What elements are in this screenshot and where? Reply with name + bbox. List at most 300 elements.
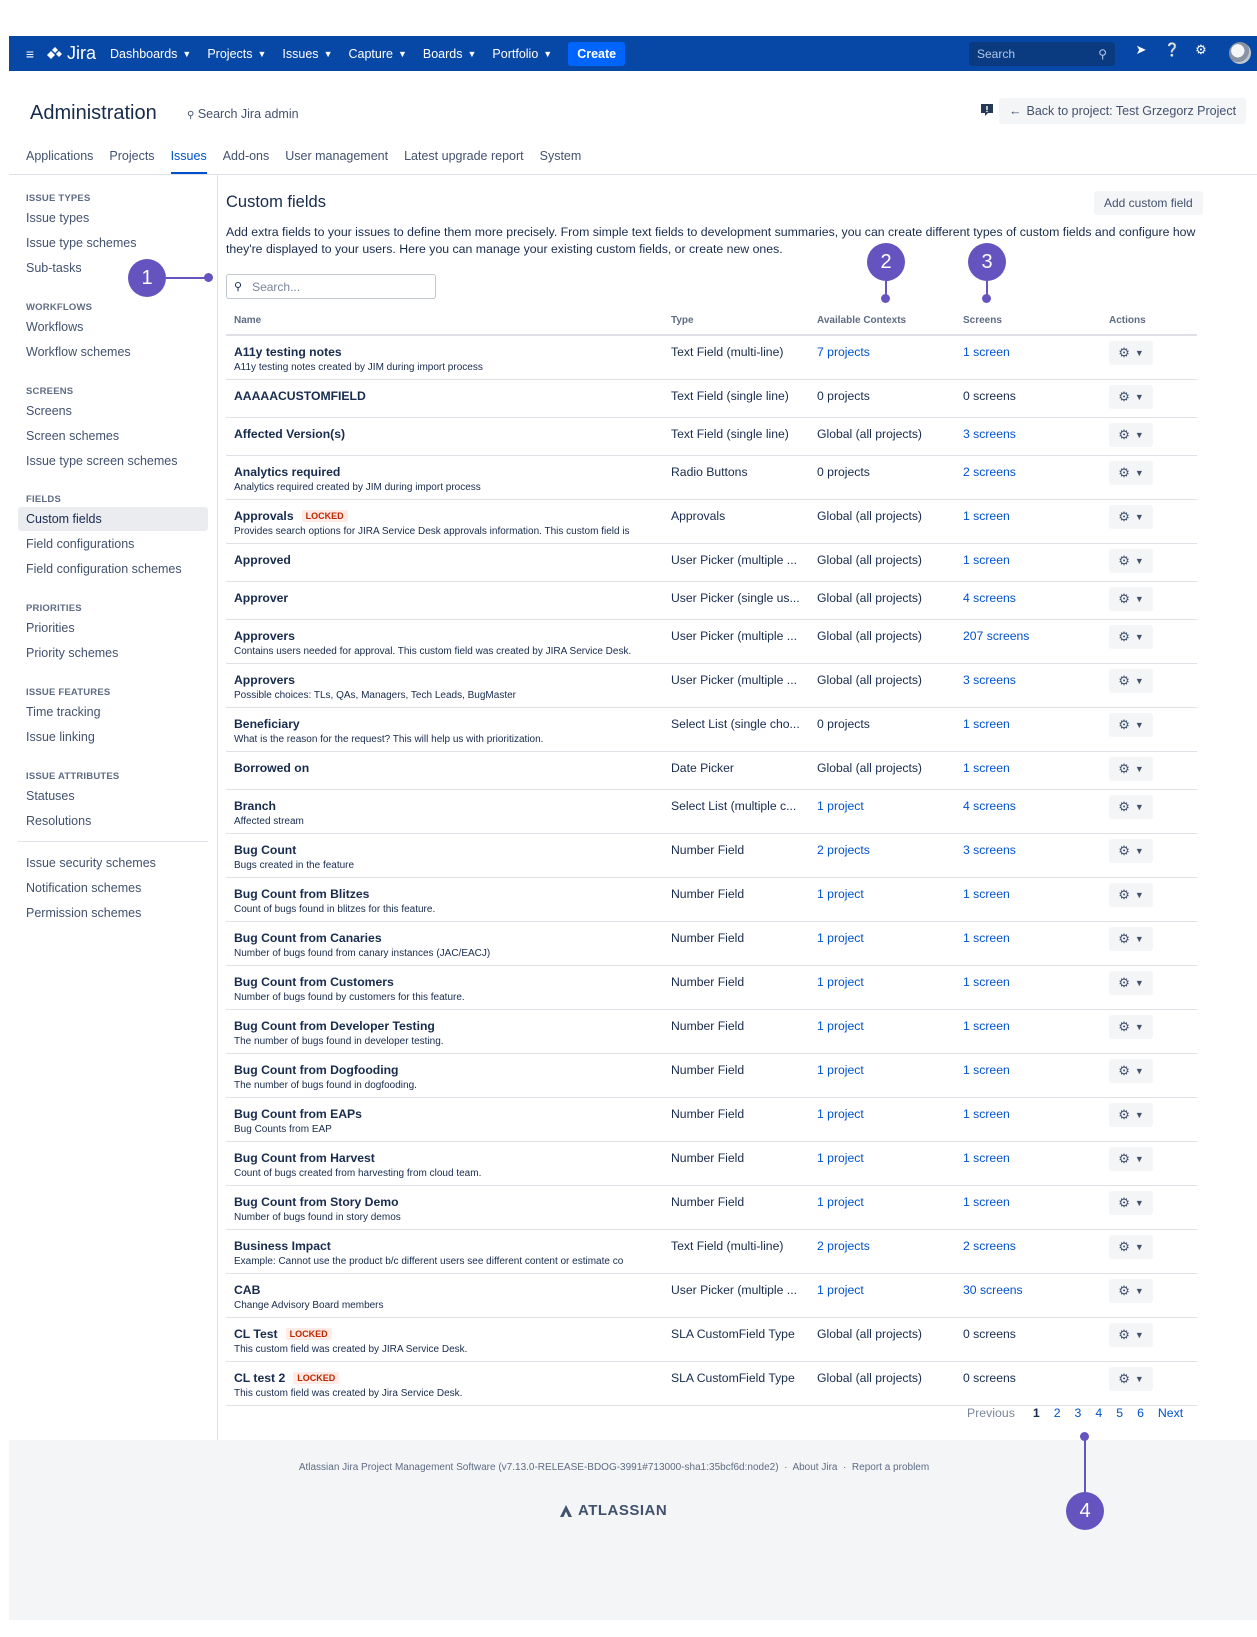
pagination-page-2[interactable]: 2 xyxy=(1053,1406,1061,1420)
screens-value[interactable]: 4 screens xyxy=(963,590,1016,605)
screens-value[interactable]: 207 screens xyxy=(963,628,1030,643)
screens-value[interactable]: 3 screens xyxy=(963,426,1016,441)
contexts-value: Global (all projects) xyxy=(817,552,922,567)
gear-icon: ⚙ xyxy=(1118,628,1130,644)
callout-3-dot xyxy=(982,294,991,303)
cell-contexts xyxy=(809,1361,955,1405)
actions-button[interactable] xyxy=(1109,713,1153,737)
chevron-down-icon: ▼ xyxy=(1134,391,1144,402)
actions-button[interactable] xyxy=(1109,839,1153,863)
chevron-down-icon: ▼ xyxy=(1134,1021,1144,1032)
feedback-icon[interactable] xyxy=(980,103,994,117)
sidebar-item-priorities[interactable]: Priorities xyxy=(26,621,75,635)
callout-1-line xyxy=(166,277,206,279)
actions-button[interactable] xyxy=(1109,757,1153,781)
nav-dashboards[interactable] xyxy=(110,47,191,61)
table-row xyxy=(226,707,1197,751)
cell-contexts xyxy=(809,789,955,833)
actions-button[interactable] xyxy=(1109,341,1153,365)
sidebar-item-priority-schemes[interactable]: Priority schemes xyxy=(26,646,119,660)
field-type: Date Picker xyxy=(663,751,809,789)
table-row xyxy=(226,751,1197,789)
cell-contexts xyxy=(809,965,955,1009)
nav-projects[interactable] xyxy=(207,47,266,61)
field-description: Number of bugs found from canary instances (JAC/EACJ) xyxy=(234,947,491,959)
sidebar-item-time-tracking[interactable]: Time tracking xyxy=(26,705,101,719)
actions-button[interactable] xyxy=(1109,587,1153,611)
contexts-value[interactable]: 1 project xyxy=(817,1106,864,1121)
field-name: Approvals xyxy=(234,508,294,523)
actions-button[interactable] xyxy=(1109,883,1153,907)
sidebar-item-issue-types[interactable]: Issue types xyxy=(26,211,90,225)
actions-button[interactable] xyxy=(1109,423,1153,447)
cell-actions xyxy=(1101,455,1197,499)
table-row xyxy=(226,543,1197,581)
actions-button[interactable] xyxy=(1109,1191,1153,1215)
cell-name xyxy=(226,1317,663,1361)
sidebar-item-resolutions[interactable]: Resolutions xyxy=(26,814,92,828)
field-name: Approvers xyxy=(234,628,295,643)
field-type: Text Field (single line) xyxy=(663,417,809,455)
actions-button[interactable] xyxy=(1109,669,1153,693)
contexts-value[interactable]: 1 project xyxy=(817,930,864,945)
sidebar-heading-workflows: WORKFLOWS xyxy=(26,302,93,313)
field-name: Business Impact xyxy=(234,1238,331,1253)
cell-screens xyxy=(955,581,1101,619)
contexts-value: Global (all projects) xyxy=(817,590,922,605)
nav-issues-label: Issues xyxy=(282,46,319,61)
sidebar-item-permission-schemes[interactable]: Permission schemes xyxy=(26,906,142,920)
global-search-placeholder: Search xyxy=(977,47,1016,61)
actions-button[interactable] xyxy=(1109,625,1153,649)
field-name: Bug Count from Harvest xyxy=(234,1150,375,1165)
actions-button[interactable] xyxy=(1109,971,1153,995)
gear-icon: ⚙ xyxy=(1118,1062,1130,1078)
sidebar-item-issue-security-schemes[interactable]: Issue security schemes xyxy=(26,856,156,870)
cell-actions xyxy=(1101,335,1197,379)
column-header-actions: Actions xyxy=(1101,307,1197,335)
contexts-value: Global (all projects) xyxy=(817,1370,922,1385)
screens-value[interactable]: 1 screen xyxy=(963,716,1010,731)
sidebar-item-field-configuration-schemes[interactable]: Field configuration schemes xyxy=(26,562,182,576)
sidebar-item-statuses[interactable]: Statuses xyxy=(26,789,75,803)
actions-button[interactable] xyxy=(1109,1059,1153,1083)
gear-icon: ⚙ xyxy=(1118,886,1130,902)
sidebar-heading-priorities: PRIORITIES xyxy=(26,603,82,614)
sidebar-item-issue-type-screen-schemes[interactable]: Issue type screen schemes xyxy=(26,454,178,468)
page-title: Administration xyxy=(30,102,157,124)
pagination-page-5[interactable]: 5 xyxy=(1116,1406,1124,1420)
pagination-page-4[interactable]: 4 xyxy=(1095,1406,1103,1420)
cell-contexts xyxy=(809,1185,955,1229)
gear-icon[interactable]: ⚙ xyxy=(1195,42,1207,57)
search-icon: ⚲ xyxy=(234,281,243,293)
cell-contexts xyxy=(809,1317,955,1361)
footer-about-link[interactable]: About Jira xyxy=(792,1462,838,1473)
cell-contexts xyxy=(809,833,955,877)
field-type: Number Field xyxy=(663,833,809,877)
contexts-value[interactable]: 2 projects xyxy=(817,842,870,857)
contexts-value[interactable]: 1 project xyxy=(817,1282,864,1297)
table-row xyxy=(226,335,1197,379)
chevron-down-icon: ▼ xyxy=(1134,1329,1144,1340)
cell-name xyxy=(226,1185,663,1229)
cell-actions xyxy=(1101,1097,1197,1141)
callout-2-dot xyxy=(881,294,890,303)
field-type: Text Field (multi-line) xyxy=(663,1229,809,1273)
screens-value[interactable]: 30 screens xyxy=(963,1282,1023,1297)
actions-button[interactable] xyxy=(1109,795,1153,819)
contexts-value: 0 projects xyxy=(817,388,870,403)
footer-version: Atlassian Jira Project Management Software (v7.13.0-RELEASE-BDOG-3991#713000-sha1:35bcf6d:node2) xyxy=(298,1462,779,1473)
field-name: Bug Count xyxy=(234,842,297,857)
field-type: User Picker (multiple ... xyxy=(663,663,809,707)
gear-icon: ⚙ xyxy=(1118,1370,1130,1386)
sidebar-item-screen-schemes[interactable]: Screen schemes xyxy=(26,429,120,443)
contexts-value[interactable]: 1 project xyxy=(817,1062,864,1077)
cell-name xyxy=(226,543,663,581)
jira-logo[interactable] xyxy=(45,43,96,64)
cell-screens xyxy=(955,417,1101,455)
screens-value[interactable]: 1 screen xyxy=(963,1150,1010,1165)
contexts-value: Global (all projects) xyxy=(817,672,922,687)
field-description: A11y testing notes created by JIM during import process xyxy=(234,362,483,373)
contexts-value[interactable]: 1 project xyxy=(817,974,864,989)
sidebar-heading-issue-attributes: ISSUE ATTRIBUTES xyxy=(26,771,120,782)
pagination-page-1[interactable]: 1 xyxy=(1032,1406,1040,1420)
cell-actions xyxy=(1101,417,1197,455)
back-to-project-button[interactable] xyxy=(999,98,1246,124)
gear-icon: ⚙ xyxy=(1118,930,1130,946)
table-row xyxy=(226,1185,1197,1229)
field-description: Number of bugs found by customers for this feature. xyxy=(234,991,465,1003)
field-name: CAB xyxy=(234,1282,261,1297)
screens-value[interactable]: 3 screens xyxy=(963,672,1016,687)
tab-user-management[interactable]: User management xyxy=(285,149,389,163)
gear-icon: ⚙ xyxy=(1118,508,1130,524)
field-name: AAAAACUSTOMFIELD xyxy=(234,388,366,403)
field-description: What is the reason for the request? This will help us with prioritization. xyxy=(234,733,544,745)
screens-value[interactable]: 2 screens xyxy=(963,464,1016,479)
nav-capture[interactable] xyxy=(348,47,406,61)
avatar[interactable] xyxy=(1229,42,1251,64)
field-type: Number Field xyxy=(663,1009,809,1053)
field-type: SLA CustomField Type xyxy=(663,1317,809,1361)
sidebar-item-notification-schemes[interactable]: Notification schemes xyxy=(26,881,142,895)
chevron-down-icon: ▼ xyxy=(182,48,192,59)
cell-actions xyxy=(1101,921,1197,965)
chevron-down-icon: ▼ xyxy=(1134,845,1144,856)
gear-icon: ⚙ xyxy=(1118,974,1130,990)
sidebar-heading-screens: SCREENS xyxy=(26,386,74,397)
field-name: Beneficiary xyxy=(234,716,300,731)
cell-contexts xyxy=(809,1053,955,1097)
field-type: SLA CustomField Type xyxy=(663,1361,809,1405)
table-row xyxy=(226,1317,1197,1361)
sidebar-item-sub-tasks[interactable]: Sub-tasks xyxy=(26,261,82,275)
admin-search[interactable] xyxy=(187,107,299,121)
callout-3-line xyxy=(986,281,988,295)
pagination-next[interactable]: Next xyxy=(1157,1406,1184,1420)
chevron-down-icon: ▼ xyxy=(1134,593,1144,604)
gear-icon: ⚙ xyxy=(1118,1282,1130,1298)
gear-icon: ⚙ xyxy=(1118,1326,1130,1342)
tab-issues[interactable]: Issues xyxy=(171,149,207,174)
screens-value[interactable]: 1 screen xyxy=(963,760,1010,775)
pagination-previous: Previous xyxy=(967,1406,1015,1420)
gear-icon: ⚙ xyxy=(1118,1150,1130,1166)
screens-value: 0 screens xyxy=(963,388,1016,403)
table-row xyxy=(226,417,1197,455)
sidebar-item-workflow-schemes[interactable]: Workflow schemes xyxy=(26,345,131,359)
sidebar-item-workflows[interactable]: Workflows xyxy=(26,320,84,334)
cell-actions xyxy=(1101,789,1197,833)
search-placeholder: Search... xyxy=(252,279,301,294)
table-row xyxy=(226,379,1197,417)
screens-value[interactable]: 4 screens xyxy=(963,798,1016,813)
screens-value[interactable]: 1 screen xyxy=(963,1106,1010,1121)
atlassian-logo-icon xyxy=(559,1504,573,1518)
field-name: Bug Count from EAPs xyxy=(234,1106,362,1121)
cell-screens xyxy=(955,877,1101,921)
cell-actions xyxy=(1101,1229,1197,1273)
cell-screens xyxy=(955,1141,1101,1185)
nav-issues[interactable] xyxy=(282,47,332,61)
cell-screens xyxy=(955,751,1101,789)
table-row xyxy=(226,877,1197,921)
tab-add-ons[interactable]: Add-ons xyxy=(222,149,270,163)
field-description: Example: Cannot use the product b/c different users see different content or estimate co xyxy=(234,1255,624,1267)
sidebar-item-field-configurations[interactable]: Field configurations xyxy=(26,537,135,551)
search-icon: ⚲ xyxy=(187,110,195,121)
field-name: CL Test xyxy=(234,1326,278,1341)
field-type: Number Field xyxy=(663,1053,809,1097)
cell-actions xyxy=(1101,619,1197,663)
cell-contexts xyxy=(809,1229,955,1273)
screens-value[interactable]: 2 screens xyxy=(963,1238,1016,1253)
locked-badge: LOCKED xyxy=(293,1372,339,1384)
add-custom-field-button[interactable]: Add custom field xyxy=(1094,191,1203,215)
cell-name xyxy=(226,921,663,965)
cell-screens xyxy=(955,1097,1101,1141)
cell-actions xyxy=(1101,663,1197,707)
create-button[interactable]: Create xyxy=(568,42,625,66)
cell-screens xyxy=(955,1361,1101,1405)
cell-screens xyxy=(955,707,1101,751)
screens-value[interactable]: 1 screen xyxy=(963,930,1010,945)
nav-portfolio[interactable] xyxy=(492,47,552,61)
cell-name xyxy=(226,1009,663,1053)
locked-badge: LOCKED xyxy=(286,1328,332,1340)
chevron-down-icon: ▼ xyxy=(397,48,407,59)
callout-2: 2 xyxy=(867,243,905,281)
actions-button[interactable] xyxy=(1109,385,1153,409)
contexts-value[interactable]: 1 project xyxy=(817,798,864,813)
callout-2-line xyxy=(885,281,887,295)
screens-value[interactable]: 1 screen xyxy=(963,345,1010,359)
contexts-value[interactable]: 1 project xyxy=(817,1018,864,1033)
chevron-down-icon: ▼ xyxy=(543,48,553,59)
table-row xyxy=(226,455,1197,499)
column-header-type: Type xyxy=(663,307,809,335)
cell-contexts xyxy=(809,1009,955,1053)
table-row xyxy=(226,581,1197,619)
cell-contexts xyxy=(809,1141,955,1185)
field-name: Affected Version(s) xyxy=(234,426,346,441)
cell-name xyxy=(226,499,663,543)
table-row xyxy=(226,833,1197,877)
cell-name xyxy=(226,619,663,663)
cell-screens xyxy=(955,1229,1101,1273)
callout-4-line xyxy=(1084,1437,1086,1493)
sidebar-item-screens[interactable]: Screens xyxy=(26,404,72,418)
cell-screens xyxy=(955,921,1101,965)
field-type: User Picker (single us... xyxy=(663,581,809,619)
global-search-input[interactable] xyxy=(969,42,1115,66)
cell-name xyxy=(226,379,663,417)
contexts-value[interactable]: 2 projects xyxy=(817,1238,870,1253)
contexts-value[interactable]: 1 project xyxy=(817,1194,864,1209)
field-description: Bugs created in the feature xyxy=(234,859,355,871)
chevron-down-icon: ▼ xyxy=(1134,675,1144,686)
screens-value[interactable]: 1 screen xyxy=(963,974,1010,989)
atlassian-logo-text: ATLASSIAN xyxy=(578,1502,668,1519)
cell-contexts xyxy=(809,619,955,663)
field-description: The number of bugs found in developer testing. xyxy=(234,1035,444,1047)
cell-contexts xyxy=(809,921,955,965)
pagination-page-6[interactable]: 6 xyxy=(1137,1406,1144,1420)
tab-applications[interactable]: Applications xyxy=(26,149,94,163)
chevron-down-icon: ▼ xyxy=(1134,889,1144,900)
footer-report-link[interactable]: Report a problem xyxy=(851,1462,930,1473)
field-description: This custom field was created by Jira Service Desk. xyxy=(234,1387,463,1399)
contexts-value: Global (all projects) xyxy=(817,1326,922,1341)
field-name: Approver xyxy=(234,590,289,605)
actions-button[interactable] xyxy=(1109,505,1153,529)
actions-button[interactable] xyxy=(1109,1323,1153,1347)
table-row xyxy=(226,1141,1197,1185)
sidebar-heading-issue-types: ISSUE TYPES xyxy=(26,193,91,204)
cell-actions xyxy=(1101,877,1197,921)
field-description: Provides search options for JIRA Service Desk approvals information. This custom field is xyxy=(234,525,630,537)
actions-button[interactable] xyxy=(1109,549,1153,573)
cell-name xyxy=(226,789,663,833)
gear-icon: ⚙ xyxy=(1118,1194,1130,1210)
tab-latest-upgrade-report[interactable]: Latest upgrade report xyxy=(404,149,524,163)
cell-name xyxy=(226,1141,663,1185)
cell-actions xyxy=(1101,1185,1197,1229)
nav-boards[interactable] xyxy=(423,47,477,61)
jira-logo-icon xyxy=(45,46,63,62)
contexts-value[interactable]: 1 project xyxy=(817,886,864,901)
notifications-icon[interactable]: ➤ xyxy=(1135,42,1147,57)
cell-contexts xyxy=(809,543,955,581)
actions-button[interactable] xyxy=(1109,1367,1153,1391)
screens-value[interactable]: 1 screen xyxy=(963,1018,1010,1033)
screens-value: 0 screens xyxy=(963,1326,1016,1341)
field-name: Bug Count from Canaries xyxy=(234,930,382,945)
field-type: Number Field xyxy=(663,877,809,921)
screens-value[interactable]: 1 screen xyxy=(963,552,1010,567)
sidebar-item-issue-linking[interactable]: Issue linking xyxy=(26,730,95,744)
atlassian-logo[interactable] xyxy=(559,1502,667,1519)
screens-value[interactable]: 1 screen xyxy=(963,508,1010,523)
tab-projects[interactable]: Projects xyxy=(109,149,155,163)
custom-field-search-input[interactable] xyxy=(226,274,436,299)
cell-actions xyxy=(1101,833,1197,877)
cell-contexts xyxy=(809,877,955,921)
chevron-down-icon: ▼ xyxy=(467,48,477,59)
actions-button[interactable] xyxy=(1109,461,1153,485)
cell-name xyxy=(226,663,663,707)
actions-button[interactable] xyxy=(1109,1279,1153,1303)
tab-system[interactable]: System xyxy=(539,149,582,163)
cell-name xyxy=(226,833,663,877)
page-footer xyxy=(9,1440,1257,1620)
admin-sidebar xyxy=(9,175,218,1440)
contexts-value[interactable]: 1 project xyxy=(817,1150,864,1165)
contexts-value[interactable]: 7 projects xyxy=(817,345,870,359)
sidebar-item-issue-type-schemes[interactable]: Issue type schemes xyxy=(26,236,137,250)
pagination xyxy=(967,1406,1197,1420)
actions-button[interactable] xyxy=(1109,1235,1153,1259)
gear-icon: ⚙ xyxy=(1118,464,1130,480)
cell-name xyxy=(226,417,663,455)
sidebar-item-custom-fields[interactable]: Custom fields xyxy=(18,507,208,531)
contexts-value: Global (all projects) xyxy=(817,508,922,523)
screens-value[interactable]: 1 screen xyxy=(963,1194,1010,1209)
column-header-name: Name xyxy=(226,307,663,335)
gear-icon: ⚙ xyxy=(1118,345,1130,360)
callout-1: 1 xyxy=(128,259,166,297)
sidebar-divider xyxy=(18,841,208,842)
screens-value[interactable]: 1 screen xyxy=(963,1062,1010,1077)
actions-button[interactable] xyxy=(1109,1103,1153,1127)
screens-value[interactable]: 3 screens xyxy=(963,842,1016,857)
cell-contexts xyxy=(809,663,955,707)
field-name: Branch xyxy=(234,798,276,813)
field-description: Number of bugs found in story demos xyxy=(234,1211,401,1223)
nav-boards-label: Boards xyxy=(422,46,463,61)
field-description: Possible choices: TLs, QAs, Managers, Tech Leads, BugMaster xyxy=(234,689,516,701)
gear-icon: ⚙ xyxy=(1118,1018,1130,1034)
actions-button[interactable] xyxy=(1109,927,1153,951)
chevron-down-icon: ▼ xyxy=(1134,801,1144,812)
screens-value[interactable]: 1 screen xyxy=(963,886,1010,901)
actions-button[interactable] xyxy=(1109,1015,1153,1039)
chevron-down-icon: ▼ xyxy=(1134,977,1144,988)
field-name: Bug Count from Story Demo xyxy=(234,1194,399,1209)
cell-actions xyxy=(1101,543,1197,581)
actions-button[interactable] xyxy=(1109,1147,1153,1171)
cell-screens xyxy=(955,619,1101,663)
field-description: Bug Counts from EAP xyxy=(234,1123,332,1135)
field-name: Approved xyxy=(234,552,291,567)
hamburger-menu-icon[interactable]: ≡ xyxy=(25,45,35,62)
help-icon[interactable]: ❔ xyxy=(1164,42,1181,57)
field-description: Contains users needed for approval. This custom field was created by JIRA Service Desk. xyxy=(234,645,632,657)
chevron-down-icon: ▼ xyxy=(1134,631,1144,642)
chevron-down-icon: ▼ xyxy=(1134,467,1144,478)
cell-actions xyxy=(1101,581,1197,619)
table-row xyxy=(226,921,1197,965)
chevron-down-icon: ▼ xyxy=(1134,1197,1144,1208)
cell-screens xyxy=(955,833,1101,877)
field-type: User Picker (multiple ... xyxy=(663,1273,809,1317)
pagination-page-3[interactable]: 3 xyxy=(1074,1406,1082,1420)
cell-contexts xyxy=(809,1097,955,1141)
callout-4-dot xyxy=(1080,1432,1089,1441)
